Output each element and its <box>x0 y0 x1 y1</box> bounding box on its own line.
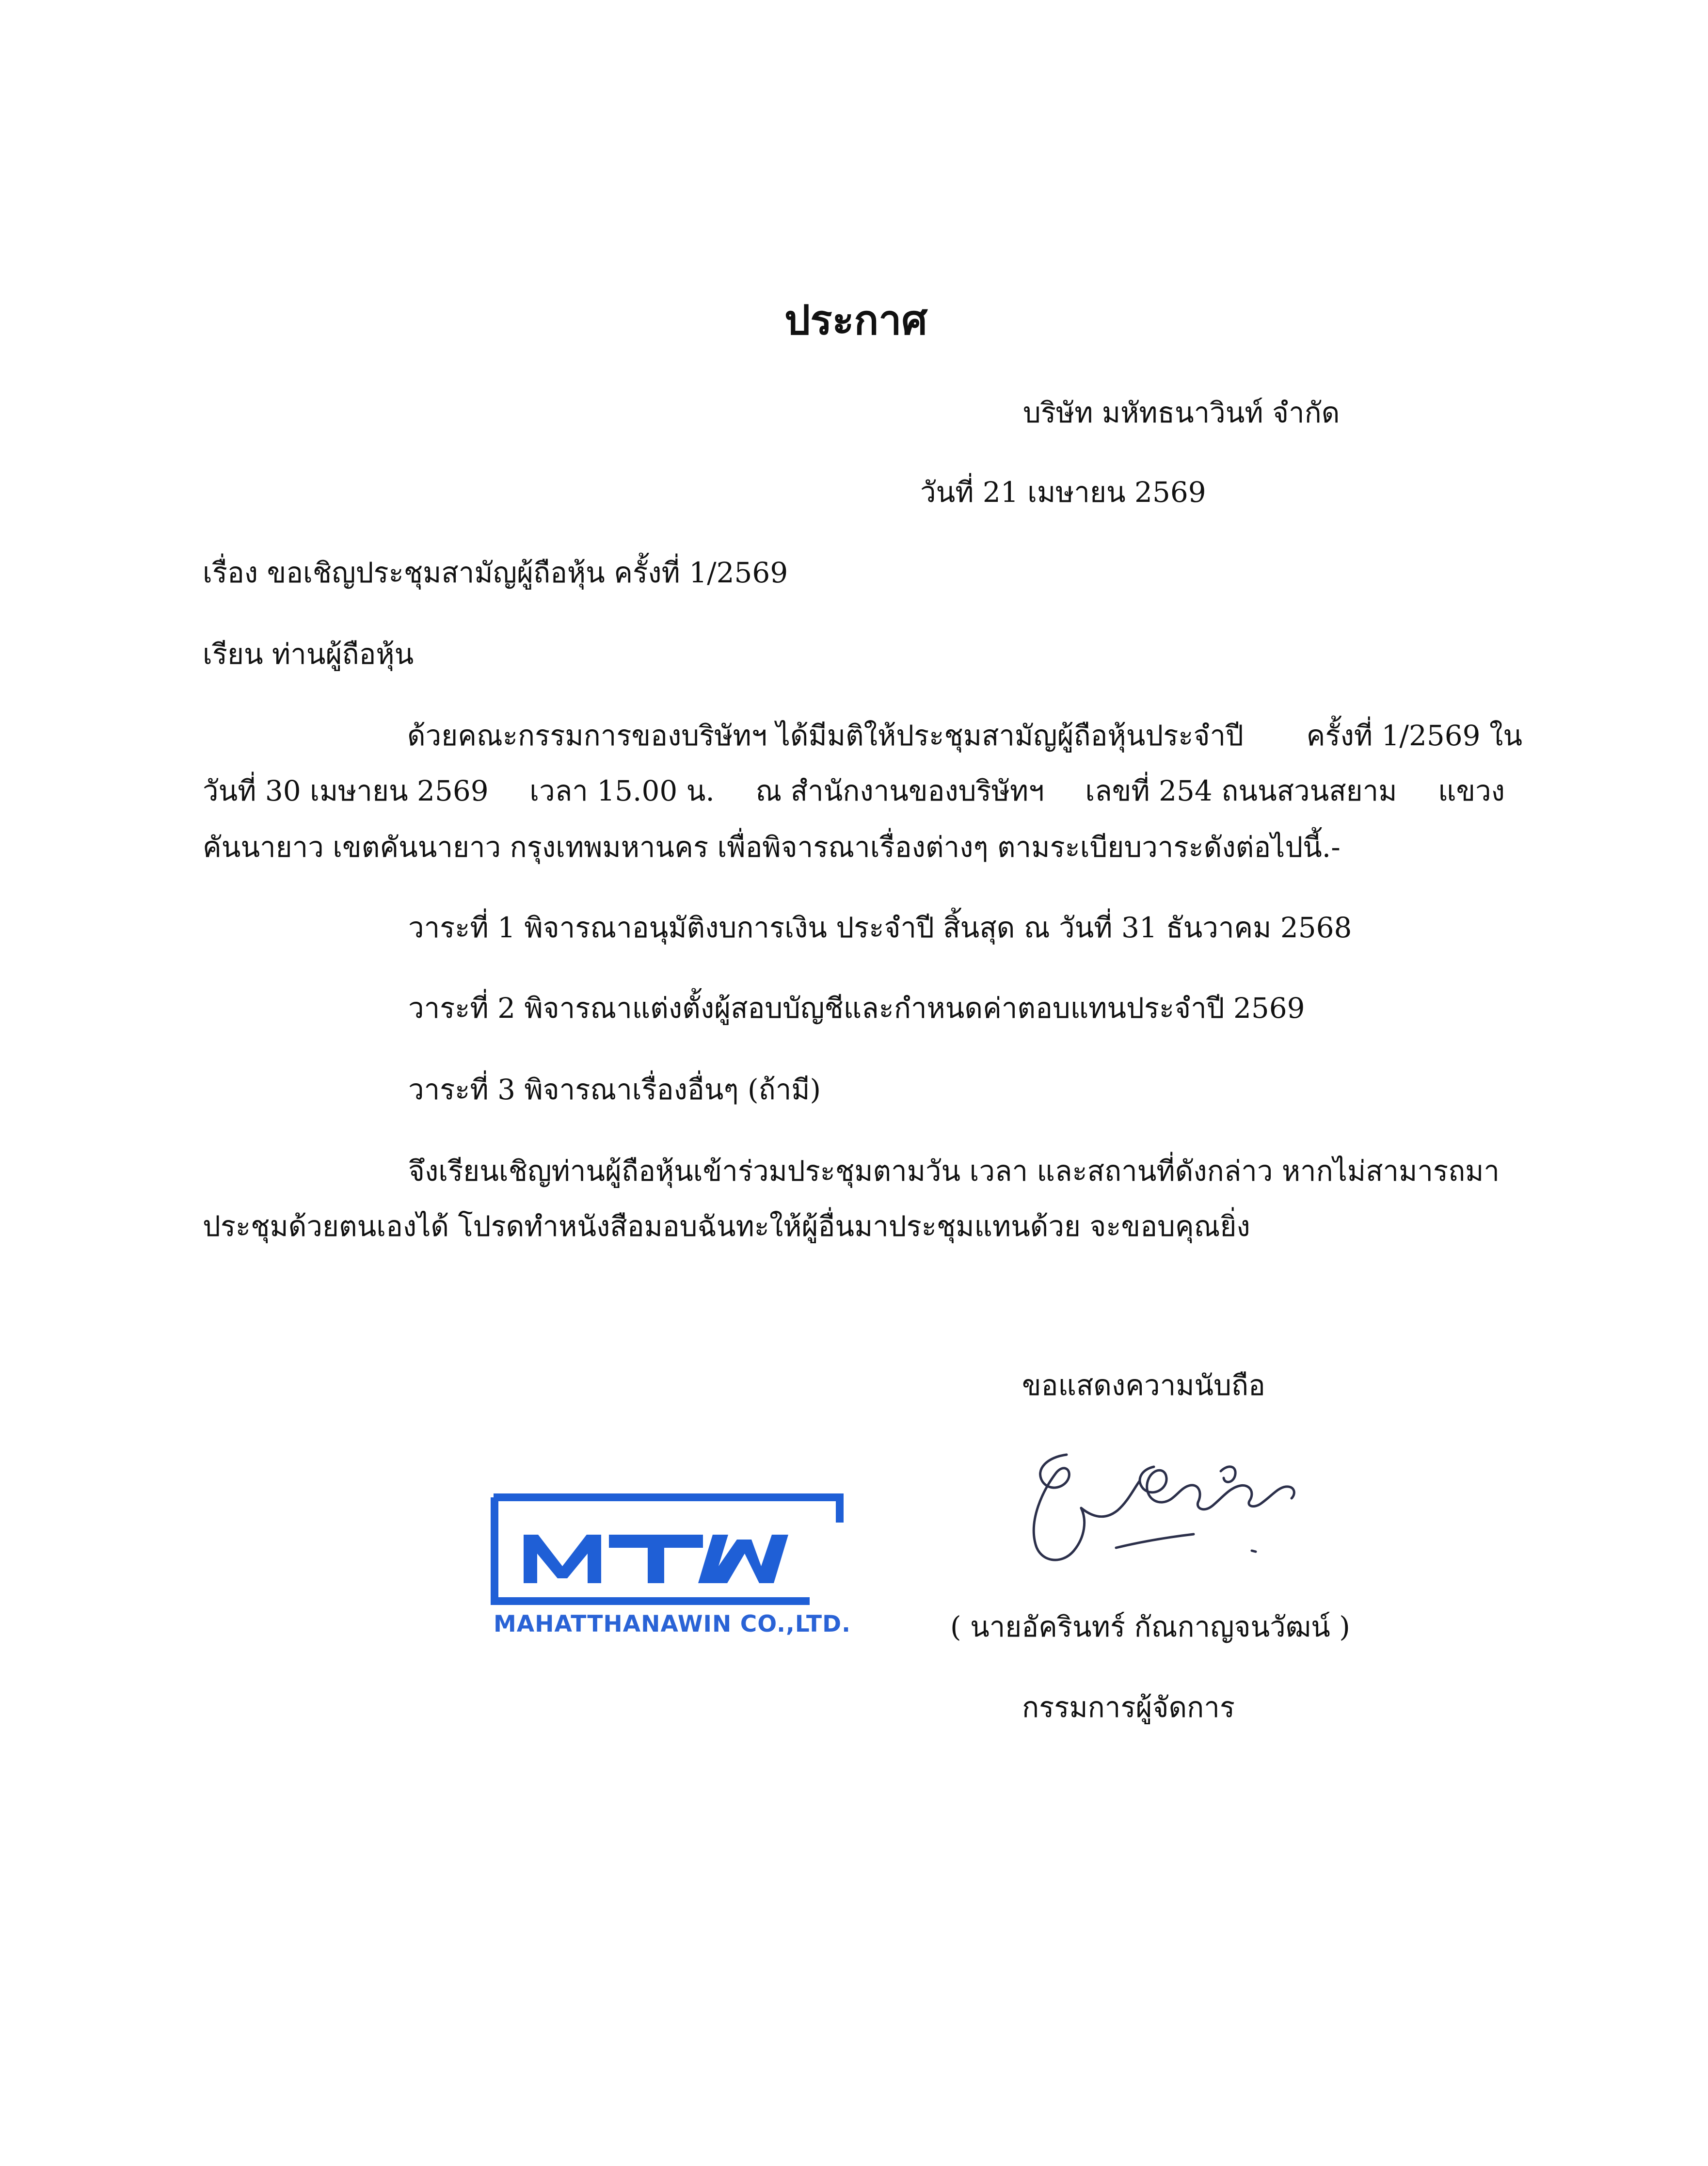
meeting-address: เลขที่ 254 ถนนสวนสยาม <box>1085 774 1397 807</box>
salutation: เรียน ท่านผู้ถือหุ้น <box>203 638 414 671</box>
body-para1-line3: คันนายาว เขตคันนายาว กรุงเทพมหานคร เพื่อพิจารณาเรื่องต่างๆ ตามระเบียบวาระดังต่อไปนี้.- <box>203 831 1341 864</box>
subject-line: เรื่อง ขอเชิญประชุมสามัญผู้ถือหุ้น ครั้งที่ 1/2569 <box>203 556 788 589</box>
document-date: วันที่ 21 เมษายน 2569 <box>920 476 1206 509</box>
meeting-date: วันที่ 30 เมษายน 2569 <box>203 774 489 807</box>
signatory-name: ( นายอัครินทร์ กัณกาญจนวัฒน์ ) <box>950 1610 1350 1643</box>
meeting-subdistrict: แขวง <box>1438 774 1505 807</box>
meeting-venue: ณ สำนักงานของบริษัทฯ <box>755 774 1044 807</box>
agenda-item-3: วาระที่ 3 พิจารณาเรื่องอื่นๆ (ถ้ามี) <box>408 1073 821 1106</box>
closing-para-line2: ประชุมด้วยตนเองได้ โปรดทำหนังสือมอบฉันทะให้ผู้อื่นมาประชุมแทนด้วย จะขอบคุณยิ่ง <box>203 1210 1250 1243</box>
document-title: ประกาศ <box>784 296 927 344</box>
company-name: บริษัท มหัทธนาวินท์ จำกัด <box>1023 396 1340 429</box>
body-para1-line1-left: ด้วยคณะกรรมการของบริษัทฯ ได้มีมติให้ประชุมสามัญผู้ถือหุ้นประจำปี <box>407 719 1244 752</box>
signatory-position: กรรมการผู้จัดการ <box>1022 1691 1235 1724</box>
agenda-item-2: วาระที่ 2 พิจารณาแต่งตั้งผู้สอบบัญชีและกำหนดค่าตอบแทนประจำปี 2569 <box>408 992 1305 1025</box>
logo-caption: MAHATTHANAWIN CO.,LTD. <box>494 1611 851 1637</box>
agenda-item-1: วาระที่ 1 พิจารณาอนุมัติงบการเงิน ประจำปี สิ้นสุด ณ วันที่ 31 ธันวาคม 2568 <box>408 911 1352 944</box>
body-para1-line1 <box>407 719 1522 752</box>
body-para1-line1-right: ครั้งที่ 1/2569 ใน <box>1306 719 1522 752</box>
body-para1-line2 <box>203 774 1505 807</box>
regards-text: ขอแสดงความนับถือ <box>1022 1369 1265 1402</box>
closing-para-line1: จึงเรียนเชิญท่านผู้ถือหุ้นเข้าร่วมประชุมตามวัน เวลา และสถานที่ดังกล่าว หากไม่สามารถมา <box>408 1155 1500 1187</box>
handwritten-signature <box>1008 1435 1328 1595</box>
meeting-time: เวลา 15.00 น. <box>529 774 715 807</box>
